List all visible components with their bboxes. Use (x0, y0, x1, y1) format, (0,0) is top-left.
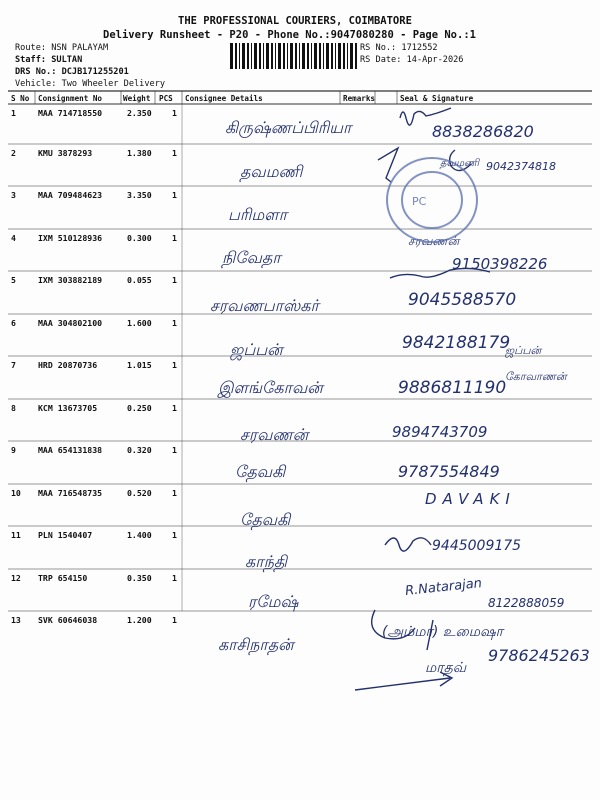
handwritten-phone: 9842188179 (402, 333, 511, 353)
row-consignment: IXM 510128936 (38, 233, 103, 243)
row-sno: 4 (11, 233, 16, 243)
row-pcs: 1 (172, 275, 177, 285)
signature-name: ஜப்பன் (505, 344, 542, 357)
company-title: THE PROFESSIONAL COURIERS, COIMBATORE (178, 15, 412, 27)
handwritten-consignee-name: காசிநாதன் (218, 635, 294, 654)
row-sno: 11 (11, 530, 21, 540)
row-weight: 0.350 (127, 573, 152, 583)
row-pcs: 1 (172, 233, 177, 243)
row-consignment: MAA 709484623 (38, 190, 103, 200)
row-sno: 3 (11, 190, 16, 200)
row-pcs: 1 (172, 190, 177, 200)
row-sno: 5 (11, 275, 16, 285)
col-weight: Weight (123, 94, 151, 103)
row-weight: 2.350 (127, 108, 152, 118)
handwritten-phone: 8838286820 (432, 122, 534, 141)
row-weight: 0.320 (127, 445, 152, 455)
row-sno: 12 (11, 573, 21, 583)
row-weight: 1.380 (127, 148, 152, 158)
row-consignment: MAA 716548735 (38, 488, 103, 498)
handwritten-consignee-name: காந்தி (245, 552, 287, 571)
row-weight: 0.520 (127, 488, 152, 498)
row-weight: 1.600 (127, 318, 152, 328)
drs-label: DRS No.: DCJB171255201 (15, 67, 129, 77)
rs-number: RS No.: 1712552 (360, 43, 438, 53)
col-remarks: Remarks (343, 94, 376, 103)
row-sno: 10 (11, 488, 21, 498)
row-weight: 0.300 (127, 233, 152, 243)
row-consignment: KMU 3878293 (38, 148, 93, 158)
row-consignment: MAA 654131838 (38, 445, 103, 455)
row-consignment: PLN 1540407 (38, 530, 93, 540)
row-sno: 13 (11, 615, 21, 625)
row-consignment: HRD 20870736 (38, 360, 98, 370)
row-consignment: MAA 714718550 (38, 108, 103, 118)
row-pcs: 1 (172, 530, 177, 540)
row-pcs: 1 (172, 488, 177, 498)
handwritten-phone: 9445009175 (432, 538, 522, 554)
row-weight: 1.400 (127, 530, 152, 540)
signature-name: R.Natarajan (404, 576, 483, 599)
row-consignment: TRP 654150 (38, 573, 88, 583)
row-weight: 1.015 (127, 360, 152, 370)
row-sno: 1 (11, 108, 16, 118)
signature-name: சரவணன் (408, 234, 460, 248)
remark-bottom: மாதவ் (425, 660, 467, 676)
col-consignment: Consignment No (38, 94, 103, 103)
handwritten-phone: 9886811190 (398, 378, 507, 398)
signature-name: (அம்மா) உமைஷா (382, 624, 503, 640)
row-consignment: MAA 304802100 (38, 318, 103, 328)
handwritten-consignee-name: பரிமளா (228, 205, 288, 224)
handwritten-consignee-name: நிவேதா (222, 248, 281, 267)
handwritten-phone: 9786245263 (488, 646, 590, 665)
row-sno: 9 (11, 445, 16, 455)
row-sno: 6 (11, 318, 16, 328)
signature-name: தவமணி (440, 158, 480, 169)
row-consignment: SVK 60646038 (38, 615, 98, 625)
row-sno: 2 (11, 148, 16, 158)
row-weight: 0.055 (127, 275, 152, 285)
handwritten-consignee-name: சரவணபாஸ்கர் (210, 296, 319, 315)
col-consignee: Consignee Details (185, 94, 263, 103)
row-sno: 7 (11, 360, 16, 370)
row-consignment: KCM 13673705 (38, 403, 98, 413)
row-pcs: 1 (172, 108, 177, 118)
staff-label: Staff: SULTAN (15, 55, 83, 65)
handwritten-phone: 9045588570 (408, 290, 517, 310)
handwritten-phone: 9894743709 (392, 423, 488, 441)
row-sno: 8 (11, 403, 16, 413)
handwritten-consignee-name: தேவகி (240, 510, 291, 529)
signature-name: DAVAKI (425, 490, 516, 508)
rs-date: RS Date: 14-Apr-2026 (360, 55, 464, 65)
runsheet-subtitle: Delivery Runsheet - P20 - Phone No.:9047080280 - Page No.:1 (103, 29, 476, 41)
col-pcs: PCS (159, 94, 173, 103)
col-seal: Seal & Signature (400, 94, 474, 103)
row-pcs: 1 (172, 148, 177, 158)
handwritten-consignee-name: ரமேஷ் (248, 592, 299, 611)
row-weight: 1.200 (127, 615, 152, 625)
row-pcs: 1 (172, 318, 177, 328)
handwritten-phone: 9150398226 (452, 255, 548, 273)
row-pcs: 1 (172, 615, 177, 625)
col-sno: S No (11, 94, 30, 103)
handwritten-consignee-name: கிருஷ்ணப்பிரியா (225, 118, 352, 137)
row-pcs: 1 (172, 445, 177, 455)
row-pcs: 1 (172, 360, 177, 370)
handwritten-consignee-name: இளங்கோவன் (218, 378, 323, 397)
handwritten-consignee-name: ஜப்பன் (230, 340, 283, 359)
signature-name: கோவாணன் (505, 370, 567, 383)
handwritten-consignee-name: சரவணன் (240, 425, 309, 444)
row-weight: 0.250 (127, 403, 152, 413)
row-weight: 3.350 (127, 190, 152, 200)
row-pcs: 1 (172, 573, 177, 583)
handwritten-phone: 9042374818 (486, 160, 556, 173)
handwritten-phone: 9787554849 (398, 462, 500, 481)
handwritten-consignee-name: தவமணி (240, 162, 303, 181)
row-pcs: 1 (172, 403, 177, 413)
vehicle-label: Vehicle: Two Wheeler Delivery (15, 79, 166, 89)
handwritten-consignee-name: தேவகி (235, 462, 286, 481)
stamp-text: PC (412, 195, 427, 208)
handwritten-phone: 8122888059 (488, 596, 565, 610)
row-consignment: IXM 303882189 (38, 275, 103, 285)
route-label: Route: NSN PALAYAM (15, 43, 109, 53)
